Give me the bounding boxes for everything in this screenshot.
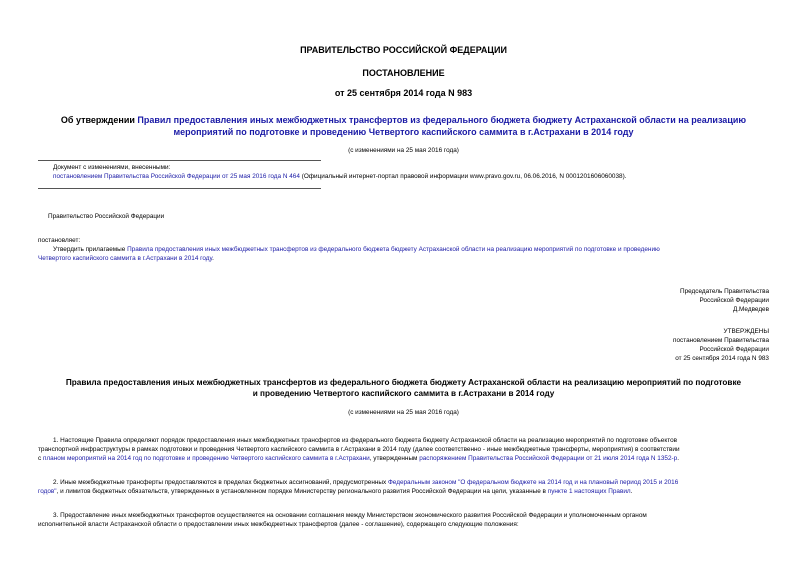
approve-end: . xyxy=(212,255,214,262)
p2-text-c: . xyxy=(630,488,633,495)
approve-rules-link-line2[interactable]: Четвертого каспийского саммита в г.Астрахани в 2014 году xyxy=(38,255,213,262)
amend-link[interactable]: постановлением Правительства Российской Федерации от 25 мая 2016 года N 464 xyxy=(53,173,300,180)
approved-country: Российской Федерации xyxy=(699,346,769,353)
signature-position: Председатель Правительства xyxy=(680,288,769,295)
doc-title-line1 xyxy=(0,115,807,125)
approved-by: постановлением Правительства xyxy=(673,337,769,344)
rules-title-link[interactable]: Правил предоставления иных межбюджетных трансфертов из федерального бюджета бюджету Астраханской области на реализацию xyxy=(137,115,747,125)
budget-law-link[interactable]: Федеральным законом "О федеральном бюджете на 2014 год и на плановый период 2015 и 2016 xyxy=(387,479,679,486)
org-heading: ПРАВИТЕЛЬСТВО РОССИЙСКОЙ ФЕДЕРАЦИИ xyxy=(300,45,507,55)
signature-country: Российской Федерации xyxy=(699,297,769,304)
amend-source: (Официальный интернет-портал правовой информации www.pravo.gov.ru, 06.06.2016, N 0001201606060038). xyxy=(299,173,627,180)
amend-note-line xyxy=(53,172,627,182)
item1-link[interactable]: пункте 1 настоящих Правил xyxy=(547,488,631,495)
amend-note-label: Документ с изменениями, внесенными: xyxy=(53,164,171,171)
doc-type-heading: ПОСТАНОВЛЕНИЕ xyxy=(362,68,445,78)
decides-label: постановляет: xyxy=(38,237,81,244)
budget-law-link-end[interactable]: годов" xyxy=(38,488,57,495)
approve-rules-link[interactable]: Правила предоставления иных межбюджетных трансфертов из федерального бюджета бюджету Астраханской области на реализацию мероприятий по подготовке и проведению xyxy=(127,246,660,253)
approve-paragraph-line2 xyxy=(38,254,214,264)
p2-line2 xyxy=(38,487,632,497)
p3-line2: исполнительной власти Астраханской области о предоставлении иных межбюджетных трансфертов (далее - соглашение), содержащего следующие положения: xyxy=(38,521,519,528)
changes-note: (с изменениями на 25 мая 2016 года) xyxy=(348,147,459,154)
p1-line2: транспортной инфраструктуры в рамках подготовки и проведения Четвертого каспийского саммита в г.Астрахани в 2014 году (далее соответственно - иные межбюджетные трансферты, мероприятия) в соответствии xyxy=(38,446,680,453)
doc-title-prefix: Об утверждении xyxy=(60,115,138,125)
p2-text-b: , и лимитов бюджетных обязательств, утвержденных в установленном порядке Министерству регионального развития Российской Федерации на цели, указанные в xyxy=(56,488,548,495)
p1-text-b: , утвержденным xyxy=(369,455,420,462)
approve-prefix: Утвердить прилагаемые xyxy=(53,246,128,253)
plan-link[interactable]: планом мероприятий на 2014 год по подготовке и проведению Четвертого каспийского саммита в г.Астрахани xyxy=(42,455,370,462)
order-link[interactable]: распоряжением Правительства Российской Федерации от 21 июля 2014 года N 1352-р xyxy=(419,455,678,462)
approved-date: от 25 сентября 2014 года N 983 xyxy=(675,355,769,362)
approved-label: УТВЕРЖДЕНЫ xyxy=(723,328,769,335)
signature-name: Д.Медведев xyxy=(732,306,769,313)
rules-changes-note: (с изменениями на 25 мая 2016 года) xyxy=(348,409,459,416)
p1-line1: 1. Настоящие Правила определяют порядок предоставления иных межбюджетных трансфертов из федерального бюджета бюджету Астраханской области на реализацию мероприятий по подготовке объектов xyxy=(53,437,678,444)
rules-title-link-line2[interactable]: мероприятий по подготовке и проведению Четвертого каспийского саммита в г.Астрахани в 2014 году xyxy=(173,127,634,137)
p3-line1: 3. Предоставление иных межбюджетных трансфертов осуществляется на основании соглашения между Министерством экономического развития Российской Федерации и уполномоченным органом xyxy=(53,512,647,519)
p1-text-a: с xyxy=(38,455,43,462)
divider-top xyxy=(38,160,321,161)
govt-label: Правительство Российской Федерации xyxy=(48,213,165,220)
doc-date-number: от 25 сентября 2014 года N 983 xyxy=(334,88,473,98)
rules-heading-line2: и проведению Четвертого каспийского саммита в г.Астрахани в 2014 году xyxy=(252,389,555,398)
divider-bottom xyxy=(38,188,321,189)
rules-heading-line1: Правила предоставления иных межбюджетных трансфертов из федерального бюджета бюджету Астраханской области на реализацию мероприятий по подготовке xyxy=(65,378,742,387)
p1-line3 xyxy=(38,454,679,464)
p1-text-c: . xyxy=(677,455,679,462)
p2-text-a: 2. Иные межбюджетные трансферты предоставляются в пределах бюджетных ассигнований, предусмотренных xyxy=(53,479,388,486)
